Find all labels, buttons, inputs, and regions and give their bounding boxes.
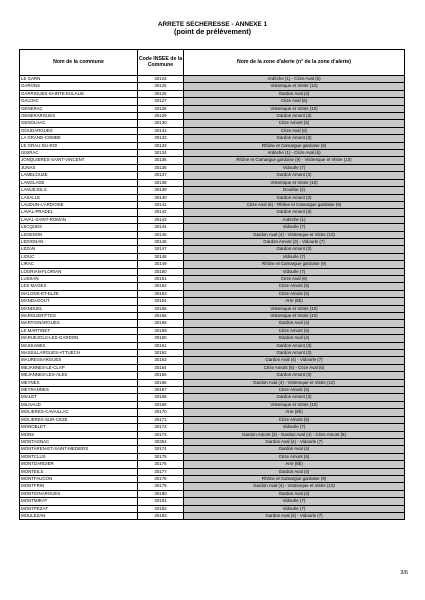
commune-name: LASALLE [20, 194, 138, 201]
insee-code: 30139 [138, 187, 184, 194]
table-row [20, 498, 405, 505]
commune-name: MONTPEZAT [20, 505, 138, 512]
insee-code: 30134 [138, 150, 184, 157]
commune-name: LE MARTINET [20, 327, 138, 334]
insee-code: 30158 [138, 320, 184, 327]
insee-code: 30131 [138, 127, 184, 134]
commune-name: GARONS [20, 83, 138, 90]
zone-alerte: Gardon Amont (3) [184, 394, 405, 401]
zone-alerte: Gardon Amont (3) [184, 194, 405, 201]
zone-alerte: Cèze Amont (5) [184, 453, 405, 460]
table-row [20, 238, 405, 245]
zone-alerte: Gardon Aval (4) - Vistrenque et Vistre (10) [184, 483, 405, 490]
table-row [20, 372, 405, 379]
zone-alerte: Gardon Amont (3) [184, 246, 405, 253]
zone-alerte: Gardon Amont (3) [184, 113, 405, 120]
insee-code: 30175 [138, 453, 184, 460]
zone-alerte: Cèze Amont (5) [184, 283, 405, 290]
table-body [20, 76, 405, 520]
insee-code: 30160 [138, 335, 184, 342]
insee-code: 30354 [138, 438, 184, 445]
table-row [20, 261, 405, 268]
header-zone: Nom de la zone d'alerte (n° de la zone d'alerte) [184, 50, 405, 76]
table-header-row [20, 50, 405, 76]
table-row [20, 431, 405, 438]
table-row [20, 290, 405, 297]
zone-alerte: Vistrenque et Vistre (10) [184, 313, 405, 320]
table-row [20, 327, 405, 334]
table-row [20, 379, 405, 386]
insee-code: 30124 [138, 76, 184, 83]
table-row [20, 357, 405, 364]
table-row [20, 98, 405, 105]
table-row [20, 135, 405, 142]
table-row [20, 505, 405, 512]
commune-name: MONTIGNARGUES [20, 490, 138, 497]
table-row [20, 113, 405, 120]
zone-alerte: Vistrenque et Vistre (10) [184, 305, 405, 312]
table-row [20, 120, 405, 127]
insee-code: 30146 [138, 238, 184, 245]
zone-alerte: Arre (8b) [184, 461, 405, 468]
insee-code: 30165 [138, 372, 184, 379]
table-row [20, 401, 405, 408]
zone-alerte: Dourbie (2) [184, 187, 405, 194]
zone-alerte: Ardèche (1) - Cèze Aval (6) [184, 150, 405, 157]
table-row [20, 409, 405, 416]
zone-alerte: Vidourle (7) [184, 505, 405, 512]
insee-code: 30144 [138, 224, 184, 231]
zone-alerte: Cèze Aval (6) - Rhône et Camargue gardoise (9) [184, 201, 405, 208]
zone-alerte: Arre (8b) [184, 409, 405, 416]
insee-code: 30179 [138, 483, 184, 490]
zone-alerte: Vistrenque et Vistre (10) [184, 179, 405, 186]
insee-code: 30130 [138, 120, 184, 127]
table-row [20, 313, 405, 320]
table-row [20, 446, 405, 453]
zone-alerte: Gardon Amont (3) [184, 209, 405, 216]
table-row [20, 342, 405, 349]
commune-name: GENERAC [20, 105, 138, 112]
zone-alerte: Vistrenque et Vistre (10) [184, 401, 405, 408]
communes-table [19, 49, 405, 520]
insee-code: 30174 [138, 446, 184, 453]
table-row [20, 194, 405, 201]
commune-name: MALONS-ET-ELZE [20, 290, 138, 297]
zone-alerte: Cèze Amont (5) [184, 327, 405, 334]
table-row [20, 416, 405, 423]
commune-name: LES MAGES [20, 283, 138, 290]
table-row [20, 461, 405, 468]
table-row [20, 275, 405, 282]
commune-name: MEJANNES-LE-CLAP [20, 364, 138, 371]
insee-code: 30172 [138, 424, 184, 431]
table-row [20, 468, 405, 475]
commune-name: LIOUC [20, 253, 138, 260]
zone-alerte: Ardèche (1) [184, 216, 405, 223]
table-row [20, 187, 405, 194]
zone-alerte: Rhône et Camargue gardoise (9) [184, 261, 405, 268]
table-row [20, 475, 405, 482]
commune-name: MEYRANNES [20, 387, 138, 394]
commune-name: LE GRAU-DU-ROI [20, 142, 138, 149]
commune-name: MARTIGNARGUES [20, 320, 138, 327]
commune-name: MONTEILS [20, 468, 138, 475]
zone-alerte: Vidourle (7) [184, 424, 405, 431]
table-row [20, 90, 405, 97]
commune-name: LE GARN [20, 76, 138, 83]
zone-alerte: Vidourle (7) [184, 268, 405, 275]
insee-code: 30133 [138, 142, 184, 149]
table-row [20, 350, 405, 357]
commune-name: LUSSAN [20, 275, 138, 282]
zone-alerte: Gardon Aval (4) [184, 320, 405, 327]
insee-code: 30162 [138, 350, 184, 357]
zone-alerte: Cèze Aval (6) [184, 127, 405, 134]
zone-alerte: Gardon Amont (3) [184, 135, 405, 142]
table-row [20, 512, 405, 519]
insee-code: 30173 [138, 431, 184, 438]
insee-code: 30164 [138, 364, 184, 371]
commune-name: GENERARGUES [20, 113, 138, 120]
table-row [20, 224, 405, 231]
insee-code: 30180 [138, 490, 184, 497]
zone-alerte: Cèze Amont (5) [184, 120, 405, 127]
zone-alerte: Rhône et Camargue gardoise (9) [184, 475, 405, 482]
table-row [20, 298, 405, 305]
insee-code: 30129 [138, 113, 184, 120]
insee-code: 30168 [138, 394, 184, 401]
insee-code: 30136 [138, 164, 184, 171]
insee-code: 30126 [138, 90, 184, 97]
zone-alerte: Ardèche (1) - Cèze Aval (6) [184, 76, 405, 83]
table-row [20, 76, 405, 83]
table-row [20, 172, 405, 179]
insee-code: 30171 [138, 416, 184, 423]
zone-alerte: Gardon Amont (3) [184, 172, 405, 179]
insee-code: 30127 [138, 98, 184, 105]
insee-code: 30137 [138, 172, 184, 179]
insee-code: 30154 [138, 298, 184, 305]
table-row [20, 424, 405, 431]
header-insee: Code INSEE de la Commune [138, 50, 184, 76]
insee-code: 30166 [138, 379, 184, 386]
insee-code: 30159 [138, 327, 184, 334]
insee-code: 30151 [138, 275, 184, 282]
insee-code: 30183 [138, 512, 184, 519]
commune-name: MONS [20, 431, 138, 438]
insee-code: 30145 [138, 231, 184, 238]
table-row [20, 83, 405, 90]
commune-name: MOLIERES-CAVAILLAC [20, 409, 138, 416]
insee-code: 30155 [138, 305, 184, 312]
insee-code: 30176 [138, 461, 184, 468]
zone-alerte: Vistrenque et Vistre (10) [184, 83, 405, 90]
zone-alerte: Cèze Amont (5) [184, 290, 405, 297]
document-subtitle: (point de prélèvement) [173, 27, 252, 36]
table-row [20, 283, 405, 290]
commune-name: MONTFAUCON [20, 475, 138, 482]
table-row [20, 483, 405, 490]
commune-name: MONTFRIN [20, 483, 138, 490]
table-row [20, 216, 405, 223]
zone-alerte: Gardon Aval (4) - Vistrenque et Vistre (10) [184, 231, 405, 238]
insee-code: 30142 [138, 209, 184, 216]
table-row [20, 305, 405, 312]
table-row [20, 253, 405, 260]
table-row [20, 142, 405, 149]
table-row [20, 179, 405, 186]
header-commune: Nom de la commune [20, 50, 138, 76]
commune-name: LIRAC [20, 261, 138, 268]
zone-alerte: Gardon Amont (3) - Vidourle (7) [184, 238, 405, 245]
zone-alerte: Gardon Aval (4) - Vidourle (7) [184, 357, 405, 364]
commune-name: LOGRIAN-FLORIAN [20, 268, 138, 275]
insee-code: 30138 [138, 179, 184, 186]
table-row [20, 246, 405, 253]
zone-alerte: Vidourle (7) [184, 164, 405, 171]
insee-code: 30141 [138, 201, 184, 208]
commune-name: MAURESSARGUES [20, 357, 138, 364]
commune-name: MEYNES [20, 379, 138, 386]
zone-alerte: Gardon Amont (3) [184, 350, 405, 357]
table-row [20, 394, 405, 401]
table-row [20, 231, 405, 238]
commune-name: MONTAGNAC [20, 438, 138, 445]
commune-name: MOLIERES-SUR-CEZE [20, 416, 138, 423]
zone-alerte: Gardon Aval (4) [184, 490, 405, 497]
commune-name: MILHAUD [20, 401, 138, 408]
insee-code: 30150 [138, 268, 184, 275]
commune-name: GENOLHAC [20, 120, 138, 127]
zone-alerte: Rhône et Camargue gardoise (9) - Vistrenque et Vistre (10) [184, 157, 405, 164]
zone-alerte: Cèze Amont (5) [184, 416, 405, 423]
insee-code: 30152 [138, 283, 184, 290]
zone-alerte: Gardon Amont (3) - Gardon Aval (4) - Cèze Amont (5) [184, 431, 405, 438]
table-row [20, 209, 405, 216]
insee-code: 30143 [138, 216, 184, 223]
zone-alerte: Rhône et Camargue gardoise (9) [184, 142, 405, 149]
zone-alerte: Vidourle (7) [184, 253, 405, 260]
commune-name: MONTCLUS [20, 453, 138, 460]
commune-name: MASSANES [20, 342, 138, 349]
zone-alerte: Gardon Aval (4) [184, 468, 405, 475]
zone-alerte: Cèze Aval (6) [184, 275, 405, 282]
insee-code: 30177 [138, 468, 184, 475]
zone-alerte: Gardon Aval (4) - Vidourle (7) [184, 438, 405, 445]
document-title: ARRETE SECHERESSE - ANNEXE 1 [157, 21, 268, 28]
page-number: 3/6 [400, 570, 408, 576]
commune-name: JUNAS [20, 164, 138, 171]
zone-alerte: Vidourle (7) [184, 498, 405, 505]
commune-name: ISSIRAC [20, 150, 138, 157]
insee-code: 30149 [138, 261, 184, 268]
commune-name: MONOBLET [20, 424, 138, 431]
insee-code: 30156 [138, 313, 184, 320]
insee-code: 30182 [138, 505, 184, 512]
commune-name: GARRIGUES-SAINTE-EULALIE [20, 90, 138, 97]
table-row [20, 157, 405, 164]
zone-alerte: Gardon Aval (4) - Vistrenque et Vistre (10) [184, 379, 405, 386]
zone-alerte: Gardon Aval (4) [184, 446, 405, 453]
insee-code: 30132 [138, 135, 184, 142]
commune-name: LECQUES [20, 224, 138, 231]
insee-code: 30163 [138, 357, 184, 364]
table-row [20, 127, 405, 134]
commune-name: MARUEJOLS-LES-GARDON [20, 335, 138, 342]
commune-name: MARGUERITTES [20, 313, 138, 320]
commune-name: GAUJAC [20, 98, 138, 105]
zone-alerte: Gardon Amont (3) [184, 372, 405, 379]
zone-alerte: Gardon Aval (4) [184, 335, 405, 342]
table-row [20, 335, 405, 342]
zone-alerte: Cèze Aval (6) [184, 98, 405, 105]
zone-alerte: Vidourle (7) [184, 224, 405, 231]
table-row [20, 320, 405, 327]
commune-name: LAUDUN-L'ARDOISE [20, 201, 138, 208]
commune-name: LAVAL-PRADEL [20, 209, 138, 216]
zone-alerte: Gardon Aval (4) [184, 90, 405, 97]
insee-code: 30181 [138, 498, 184, 505]
insee-code: 30147 [138, 246, 184, 253]
table-row [20, 164, 405, 171]
table-row [20, 364, 405, 371]
commune-name: LANGLADE [20, 179, 138, 186]
commune-name: JONQUIERES-SAINT-VINCENT [20, 157, 138, 164]
insee-code: 30161 [138, 342, 184, 349]
commune-name: LEDIGNAN [20, 238, 138, 245]
table-row [20, 150, 405, 157]
insee-code: 30128 [138, 105, 184, 112]
commune-name: LA GRAND-COMBE [20, 135, 138, 142]
insee-code: 30169 [138, 401, 184, 408]
commune-name: MONTAREN-ET-SAINT-MEDIERS [20, 446, 138, 453]
commune-name: MASSILLARGUES-ATTUECH [20, 350, 138, 357]
insee-code: 30135 [138, 157, 184, 164]
insee-code: 30140 [138, 194, 184, 201]
insee-code: 30153 [138, 290, 184, 297]
table-row [20, 453, 405, 460]
insee-code: 30148 [138, 253, 184, 260]
commune-name: MANDUEL [20, 305, 138, 312]
table-row [20, 490, 405, 497]
commune-name: LAVAL-SAINT-ROMAN [20, 216, 138, 223]
insee-code: 30170 [138, 409, 184, 416]
zone-alerte: Cèze Amont (5) [184, 387, 405, 394]
commune-name: MANDAGOUT [20, 298, 138, 305]
commune-name: MONTMIRAT [20, 498, 138, 505]
insee-code: 30178 [138, 475, 184, 482]
insee-code: 30167 [138, 387, 184, 394]
commune-name: LEZAN [20, 246, 138, 253]
commune-name: LAMELOUZE [20, 172, 138, 179]
commune-name: GOUDARGUES [20, 127, 138, 134]
commune-name: MIALET [20, 394, 138, 401]
table-row [20, 387, 405, 394]
zone-alerte: Gardon Aval (4) - Vidourle (7) [184, 512, 405, 519]
table-row [20, 438, 405, 445]
table-row [20, 105, 405, 112]
commune-name: LEDENON [20, 231, 138, 238]
commune-name: MONTDARDIER [20, 461, 138, 468]
insee-code: 30125 [138, 83, 184, 90]
commune-name: MOULEZAN [20, 512, 138, 519]
table-row [20, 268, 405, 275]
zone-alerte: Vistrenque et Vistre (10) [184, 105, 405, 112]
zone-alerte: Arre (8b) [184, 298, 405, 305]
zone-alerte: Cèze Amont (5) - Cèze Aval (6) [184, 364, 405, 371]
zone-alerte: Gardon Amont (3) [184, 342, 405, 349]
commune-name: MEJANNES-LES-ALES [20, 372, 138, 379]
commune-name: LANUEJOLS [20, 187, 138, 194]
table-row [20, 201, 405, 208]
